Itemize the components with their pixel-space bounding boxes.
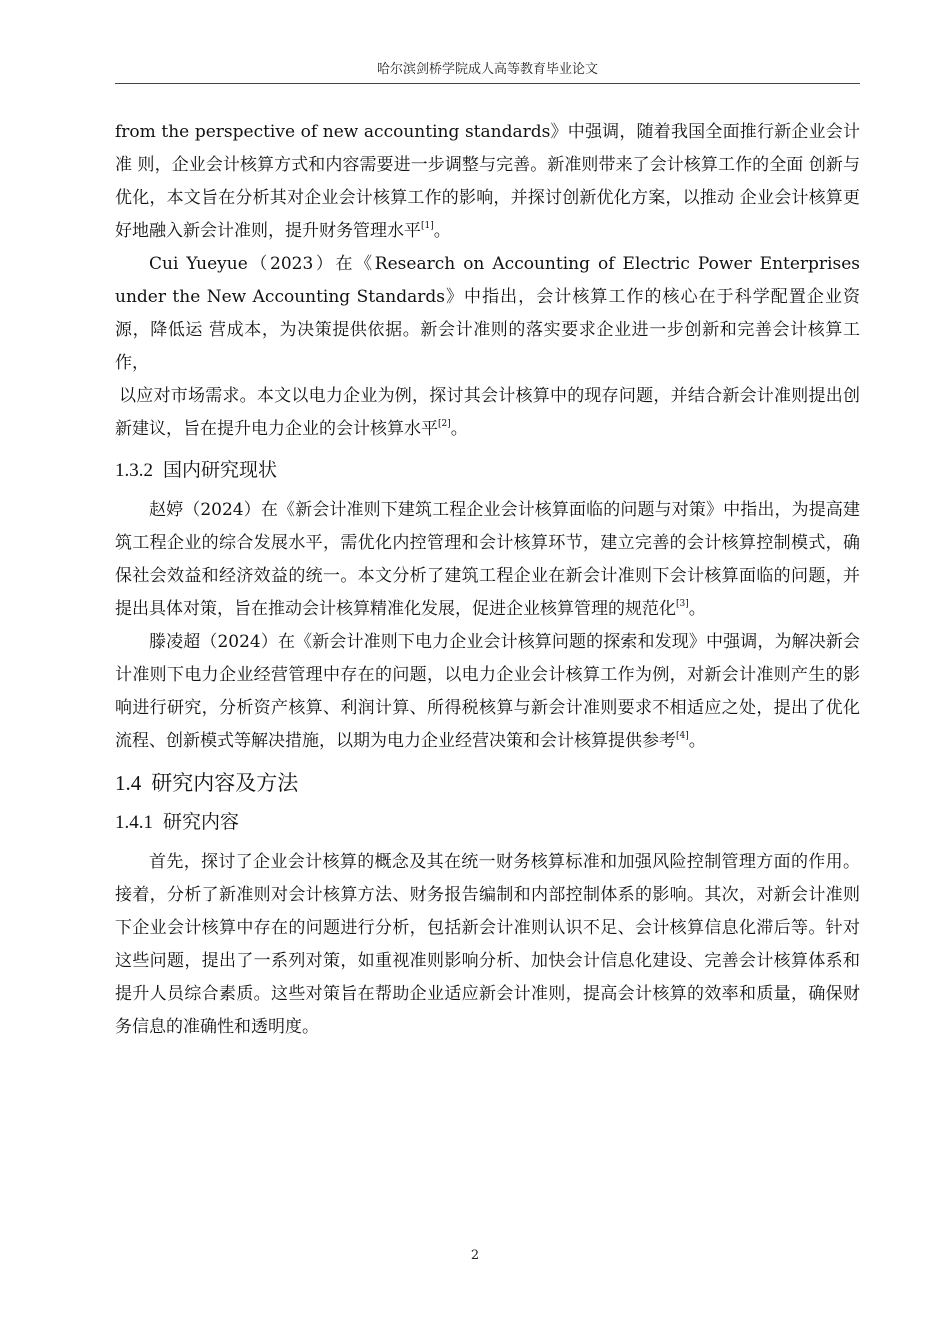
paragraph-text: Cui Yueyue（2023）在《Research on Accounting of Electric Power Enterprises under the New Accounting Standards》中指出，会计核算工作的核心在于科学配置企业资源，降低运 营成本，为决策提供依据。新会计准则的落实要求企业进一步创新和完善会计核算工作， xyxy=(115,254,860,373)
paragraph xyxy=(115,248,860,380)
page-footer xyxy=(0,1248,950,1263)
paragraph-end: 。 xyxy=(688,731,706,751)
paragraph xyxy=(115,380,860,446)
citation-ref: [2] xyxy=(438,419,451,429)
section-title: 研究内容及方法 xyxy=(151,771,299,795)
paragraph-end: 。 xyxy=(688,599,706,619)
page-body xyxy=(115,116,860,1044)
paragraph-text: 赵婷（2024）在《新会计准则下建筑工程企业会计核算面临的问题与对策》中指出，为提高建筑工程企业的综合发展水平，需优化内控管理和会计核算环节，建立完善的会计核算控制模式，确保社会效益和经济效益的统一。本文分析了建筑工程企业在新会计准则下会计核算面临的问题，并提出具体对策，旨在推动会计核算精准化发展，促进企业核算管理的规范化 xyxy=(115,500,860,619)
paragraph-text: from the perspective of new accounting standards》中强调，随着我国全面推行新企业会计准 则，企业会计核算方式和内容需要进一步调整与完善。新准则带来了会计核算工作的全面 创新与优化，本文旨在分析其对企业会计核算工作的影响，并探讨创新优化方案，以推动 企业会计核算更好地融入新会计准则，提升财务管理水平 xyxy=(115,122,860,241)
section-title: 研究内容 xyxy=(163,811,240,833)
section-title: 国内研究现状 xyxy=(163,459,278,481)
paragraph xyxy=(115,116,860,248)
page-number: 2 xyxy=(470,1248,480,1263)
page-header xyxy=(115,58,860,84)
paragraph xyxy=(115,494,860,626)
citation-ref: [1] xyxy=(421,221,434,231)
paragraph-text: 滕凌超（2024）在《新会计准则下电力企业会计核算问题的探索和发现》中强调，为解决新会计准则下电力企业经营管理中存在的问题，以电力企业会计核算工作为例，对新会计准则产生的影响进行研究，分析资产核算、利润计算、所得税核算与新会计准则要求不相适应之处，提出了优化流程、创新模式等解决措施，以期为电力企业经营决策和会计核算提供参考 xyxy=(115,632,860,751)
section-number: 1.4.1 xyxy=(115,812,153,833)
header-title: 哈尔滨剑桥学院成人高等教育毕业论文 xyxy=(376,62,598,77)
section-number: 1.3.2 xyxy=(115,460,153,481)
paragraph-text: 以应对市场需求。本文以电力企业为例，探讨其会计核算中的现存问题，并结合新会计准则提出创新建议，旨在提升电力企业的会计核算水平 xyxy=(115,386,860,439)
section-heading-1-4 xyxy=(115,768,860,798)
paragraph-end: 。 xyxy=(450,419,468,439)
paragraph xyxy=(115,626,860,758)
paragraph-end: 。 xyxy=(433,221,451,241)
paragraph-text: 首先，探讨了企业会计核算的概念及其在统一财务核算标准和加强风险控制管理方面的作用。接着，分析了新准则对会计核算方法、财务报告编制和内部控制体系的影响。其次，对新会计准则下企业会计核算中存在的问题进行分析，包括新会计准则认识不足、会计核算信息化滞后等。针对这些问题，提出了一系列对策，如重视准则影响分析、加快会计信息化建设、完善会计核算体系和提升人员综合素质。这些对策旨在帮助企业适应新会计准则，提高会计核算的效率和质量，确保财务信息的准确性和透明度。 xyxy=(115,852,860,1037)
paragraph xyxy=(115,846,860,1044)
section-heading-1-4-1 xyxy=(115,808,860,837)
section-number: 1.4 xyxy=(115,771,142,795)
citation-ref: [3] xyxy=(676,599,689,609)
section-heading-1-3-2 xyxy=(115,456,860,485)
citation-ref: [4] xyxy=(676,731,689,741)
